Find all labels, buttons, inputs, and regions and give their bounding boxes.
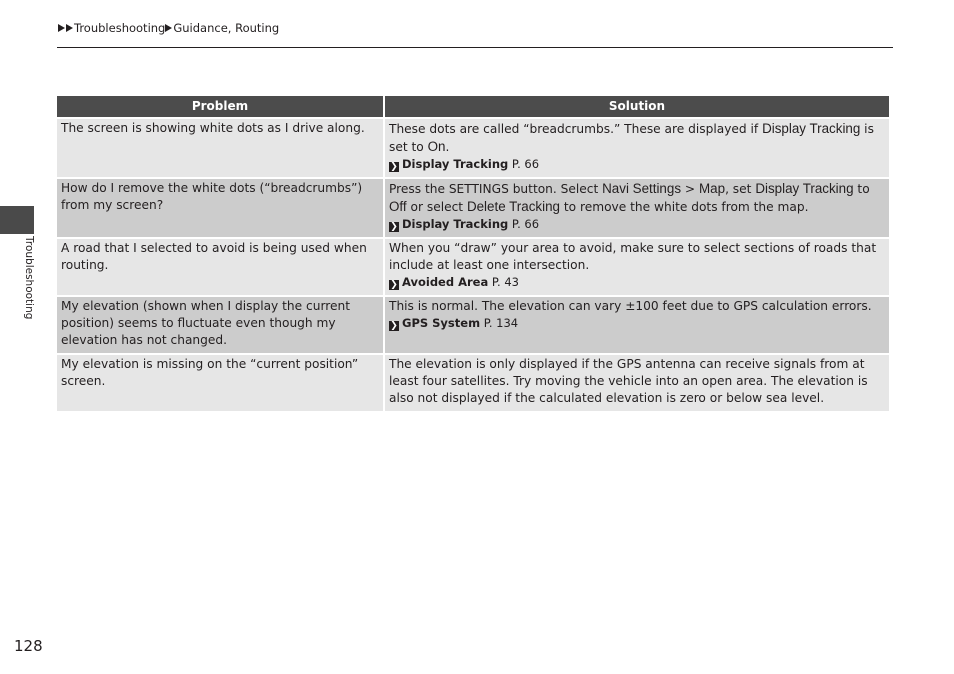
solution-text: is set to: [389, 122, 874, 154]
table-row: [57, 239, 889, 297]
arrow-icon: [66, 24, 73, 32]
header-solution: Solution: [385, 96, 889, 119]
solution-text: These dots are called “breadcrumbs.” These are displayed if: [389, 122, 763, 136]
ui-term: Display Tracking: [762, 121, 861, 136]
reference-page: P. 66: [511, 217, 540, 231]
ui-term: Map: [699, 181, 726, 196]
page-reference[interactable]: [389, 275, 519, 289]
solution-text: , set: [725, 182, 756, 196]
problem-cell: My elevation is missing on the “current position” screen.: [57, 355, 383, 413]
table-header-row: [57, 96, 889, 119]
reference-arrow-icon: ❯: [390, 222, 398, 232]
reference-title: GPS System: [402, 316, 481, 330]
solution-text: >: [681, 182, 699, 196]
reference-page: P. 66: [511, 157, 540, 171]
reference-page: P. 43: [491, 275, 519, 289]
table-row: [57, 179, 889, 239]
solution-cell: [385, 355, 889, 413]
page-reference[interactable]: [389, 316, 518, 330]
solution-text: Press the SETTINGS button. Select: [389, 182, 603, 196]
reference-arrow-icon: ❯: [390, 280, 398, 290]
ui-term: Navi Settings: [602, 181, 682, 196]
section-label: Troubleshooting: [23, 236, 35, 320]
solution-text: When you “draw” your area to avoid, make sure to select sections of roads that include at least one intersection.: [389, 241, 877, 272]
ui-term: Off: [389, 199, 407, 214]
reference-title: Avoided Area: [402, 275, 489, 289]
header-problem: Problem: [57, 96, 383, 119]
table-row: [57, 297, 889, 355]
table-row: [57, 119, 889, 179]
arrow-icon: [58, 24, 65, 32]
header-rule: [57, 47, 893, 48]
solution-text: This is normal. The elevation can vary ±100 feet due to GPS calculation errors.: [389, 299, 872, 313]
reference-arrow-icon: ❯: [390, 321, 398, 331]
reference-title: Display Tracking: [402, 217, 509, 231]
ui-term: On: [427, 139, 446, 154]
problem-cell: How do I remove the white dots (“breadcrumbs”) from my screen?: [57, 179, 383, 239]
page-reference[interactable]: [389, 157, 539, 171]
breadcrumb-item-troubleshooting[interactable]: Troubleshooting: [74, 21, 166, 35]
solution-cell: [385, 179, 889, 239]
ui-term: Delete Tracking: [466, 199, 560, 214]
page-number: 128: [14, 637, 43, 655]
solution-text: .: [445, 140, 450, 154]
solution-text: or select: [406, 200, 467, 214]
problem-cell: My elevation (shown when I display the current position) seems to fluctuate even though my elevation has not changed.: [57, 297, 383, 355]
troubleshooting-table: [55, 96, 891, 413]
page-reference[interactable]: [389, 217, 539, 231]
table-row: [57, 355, 889, 413]
solution-cell: [385, 297, 889, 355]
problem-cell: The screen is showing white dots as I drive along.: [57, 119, 383, 179]
reference-page: P. 134: [483, 316, 519, 330]
solution-text: to: [853, 182, 870, 196]
breadcrumb: [58, 21, 279, 35]
arrow-icon: [165, 24, 172, 32]
reference-arrow-icon: ❯: [390, 162, 398, 172]
solution-cell: [385, 239, 889, 297]
ui-term: Display Tracking: [755, 181, 854, 196]
solution-text: The elevation is only displayed if the GPS antenna can receive signals from at least four satellites. Try moving the vehicle into an open area. The elevation is also not displayed if the calculated elevation is zero or below sea level.: [389, 357, 868, 405]
problem-cell: A road that I selected to avoid is being used when routing.: [57, 239, 383, 297]
reference-title: Display Tracking: [402, 157, 509, 171]
section-tab[interactable]: [0, 206, 34, 234]
breadcrumb-item-guidance-routing[interactable]: Guidance, Routing: [173, 21, 280, 35]
solution-text: to remove the white dots from the map.: [559, 200, 809, 214]
solution-cell: [385, 119, 889, 179]
